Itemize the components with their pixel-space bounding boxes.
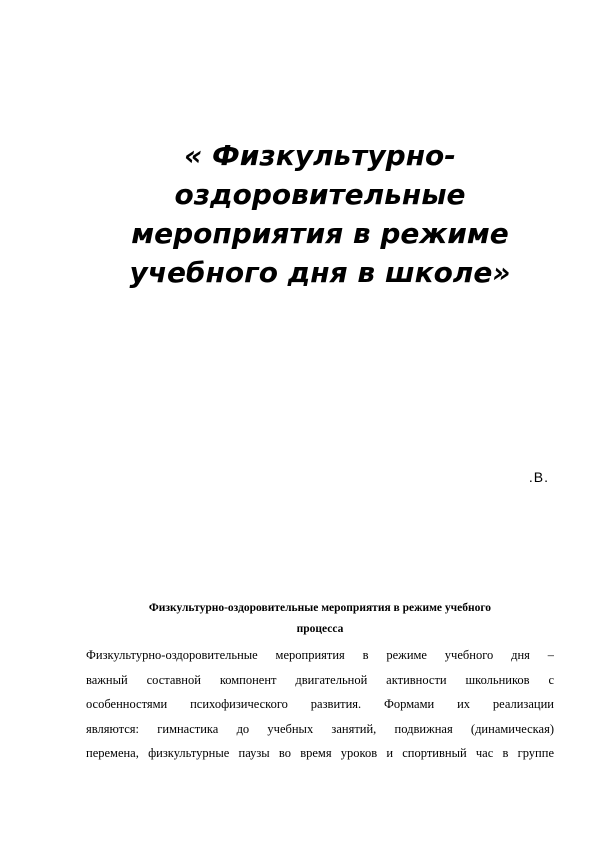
paragraph-line: особенностями психофизического развития. Формами их реализации — [86, 697, 554, 711]
paragraph-line: перемена, физкультурные паузы во время уроков и спортивный час в группе — [86, 746, 554, 760]
author-initials: .В. — [528, 469, 549, 485]
section-heading-line: процесса — [296, 623, 344, 635]
section-heading-line: Физкультурно-оздоровительные мероприятия в режиме учебного — [148, 602, 492, 614]
paragraph-line: являются: гимнастика до учебных занятий, подвижная (динамическая) — [86, 721, 554, 736]
paragraph-line: важный составной компонент двигательной активности школьников с — [86, 672, 554, 687]
title-line: « Физкультурно- — [184, 139, 456, 172]
section-heading — [90, 598, 550, 640]
document-title — [100, 136, 540, 292]
paragraph-line: Физкультурно-оздоровительные мероприятия в режиме учебного дня – — [86, 648, 554, 662]
body-paragraph — [86, 643, 554, 766]
title-line: мероприятия в режиме — [131, 217, 509, 250]
title-line: оздоровительные — [174, 178, 466, 211]
title-line: учебного дня в школе» — [129, 256, 511, 289]
